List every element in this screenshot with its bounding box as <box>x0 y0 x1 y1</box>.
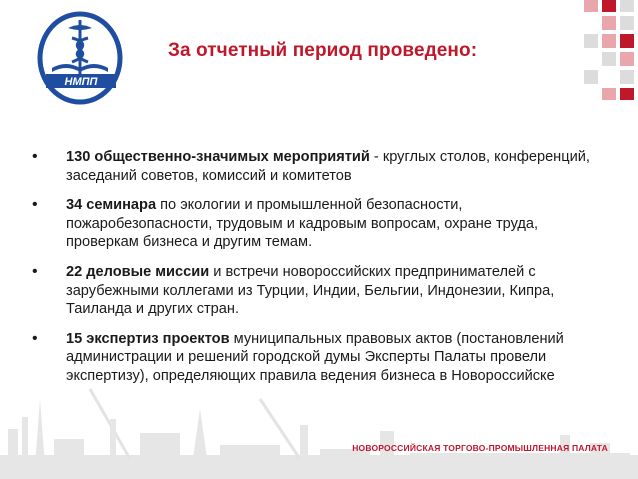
footer-organization-name: НОВОРОССИЙСКАЯ ТОРГОВО-ПРОМЫШЛЕННАЯ ПАЛАТА <box>352 443 608 453</box>
bullet-text: муниципальных правовых актов (постановлений администрации и решений городской думы Эксперты Палаты провели экспертизу), определяющих правила ведения бизнеса в Новороссийске <box>66 330 564 384</box>
chamber-logo-icon <box>32 6 132 106</box>
bullet-dot: • <box>32 262 38 280</box>
bullet-bold: 15 экспертиз проектов <box>66 330 230 347</box>
bullet-dot: • <box>32 148 38 165</box>
bullet-dot: • <box>32 329 38 347</box>
bullet-item <box>30 196 590 252</box>
decorative-squares <box>528 0 638 110</box>
title-colon: : <box>470 40 478 61</box>
bullet-item <box>30 148 590 185</box>
bullet-bold: 130 общественно-значимых мероприятий <box>66 149 370 165</box>
bullet-text: по экологии и промышленной безопасности, пожаробезопасности, трудовым и кадровым вопросам, охране труда, проверкам бизнеса и другим темам. <box>66 197 539 251</box>
title-text: За отчетный период проведено <box>168 40 471 61</box>
slide-title <box>168 40 588 62</box>
bullet-dot: • <box>32 196 38 214</box>
bullet-text: - круглых столов, конференций, заседаний советов, комиссий и комитетов <box>66 149 590 184</box>
logo-text: НМПП <box>64 76 98 88</box>
port-skyline-image <box>0 359 638 479</box>
bullet-bold: 22 деловые миссии <box>66 263 210 280</box>
bullet-text: и встречи новороссийских предпринимателей с зарубежными коллегами из Турции, Индии, Бельгии, Индонезии, Кипра, Таиланда и других стран. <box>66 263 555 318</box>
bullet-item <box>30 263 590 319</box>
bullet-bold: 34 семинара <box>66 197 157 214</box>
